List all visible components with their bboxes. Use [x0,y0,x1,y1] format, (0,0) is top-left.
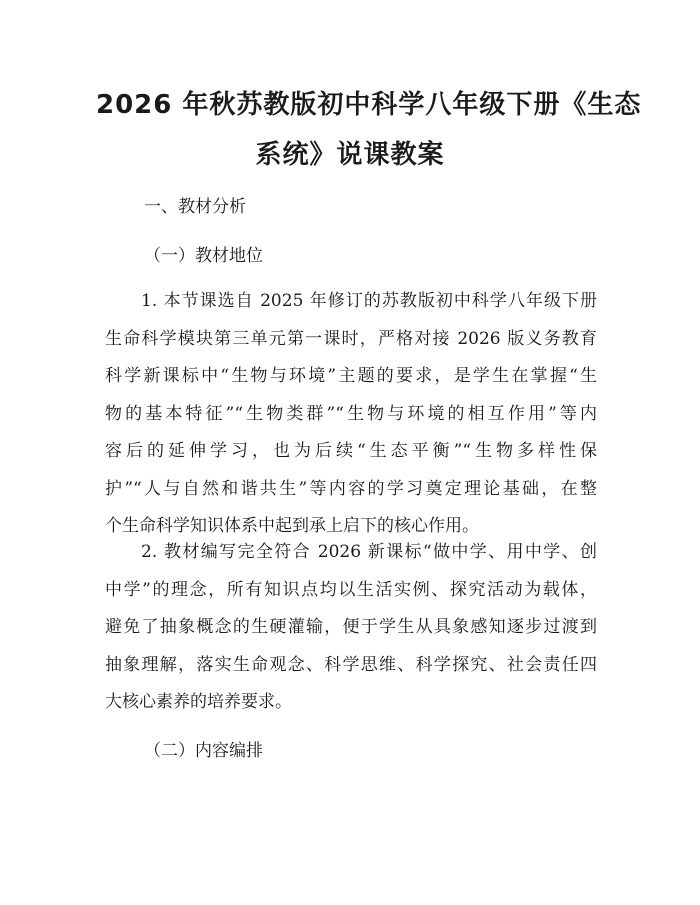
paragraph-2-line-1: 2. 教材编写完全符合 2026 新课标“做中学、用中学、创 [141,542,597,562]
paragraph-1-line-2: 生命科学模块第三单元第一课时，严格对接 2026 版义务教育 [105,328,597,349]
subsection-heading-textbook-position: （一）教材地位 [144,246,263,266]
paragraph-1-line-5: 容后的延伸学习，也为后续“生态平衡”“生物多样性保 [105,441,597,461]
paragraph-2 [105,534,597,722]
paragraph-1-line-4: 物的基本特征”“生物类群”“生物与环境的相互作用”等内 [105,403,597,424]
paragraph-2-line-3: 避免了抽象概念的生硬灌输，便于学生从具象感知逐步过渡到 [105,617,597,637]
paragraph-1-line-3: 科学新课标中“生物与环境”主题的要求，是学生在掌握“生 [105,366,597,386]
paragraph-1 [105,283,597,546]
paragraph-1-line-7: 个生命科学知识体系中起到承上启下的核心作用。 [105,516,479,536]
paragraph-1-line-1: 1. 本节课选自 2025 年修订的苏教版初中科学八年级下册 [141,291,597,311]
paragraph-2-line-5: 大核心素养的培养要求。 [105,692,292,712]
paragraph-1-line-6: 护”“人与自然和谐共生”等内容的学习奠定理论基础，在整 [105,478,597,499]
paragraph-2-line-4: 抽象理解，落实生命观念、科学思维、科学探究、社会责任四 [105,654,597,675]
subsection-heading-content-arrangement: （二）内容编排 [144,741,263,761]
paragraph-2-line-2: 中学”的理念，所有知识点均以生活实例、探究活动为载体， [105,579,597,600]
section-heading-textbook-analysis: 一、教材分析 [144,197,246,217]
document-title-line-1: 2026 年秋苏教版初中科学八年级下册《生态 [96,90,642,120]
document-title-line-2: 系统》说课教案 [255,140,445,170]
